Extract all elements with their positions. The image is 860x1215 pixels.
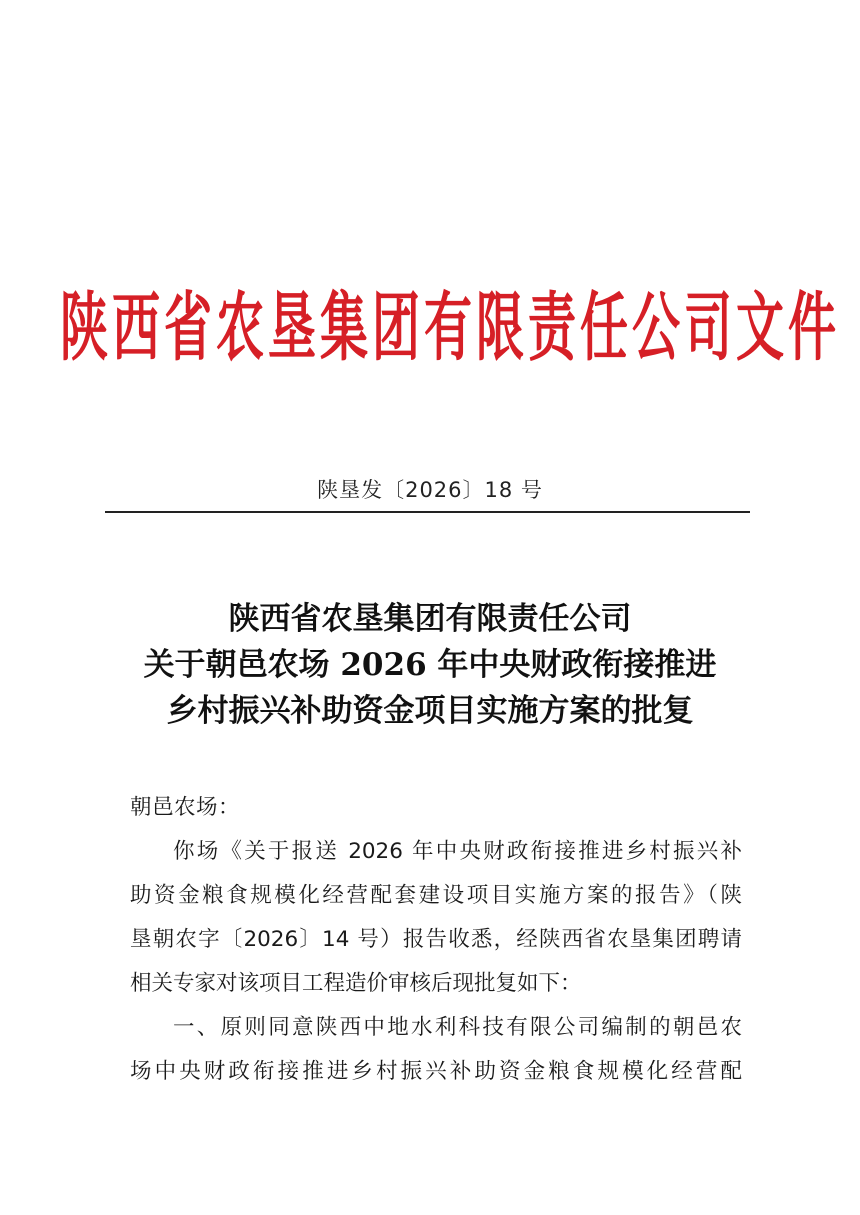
header-divider: [105, 511, 750, 513]
salutation: 朝邑农场：: [130, 795, 241, 820]
paragraph-line: 场中央财政衔接推进乡村振兴补助资金粮食规模化经营配: [130, 1059, 742, 1084]
title-line-2: 关于朝邑农场 2026 年中央财政衔接推进: [143, 647, 717, 683]
paragraph-1: [130, 830, 742, 1006]
title-line-3: 乡村振兴补助资金项目实施方案的批复: [166, 693, 694, 729]
paragraph-line: 助资金粮食规模化经营配套建设项目实施方案的报告》（陕: [130, 883, 742, 908]
document-title: [0, 596, 860, 734]
paragraph-line: 垦朝农字〔2026〕14 号）报告收悉，经陕西省农垦集团聘请: [130, 927, 742, 952]
paragraph-line: 相关专家对该项目工程造价审核后现批复如下：: [130, 971, 582, 996]
paragraph-line: 一、原则同意陕西中地水利科技有限公司编制的朝邑农: [173, 1015, 742, 1040]
document-number: 陕垦发〔2026〕18 号: [317, 478, 543, 502]
masthead-title: 陕西省农垦集团有限责任公司文件: [60, 284, 841, 372]
paragraph-line: 你场《关于报送 2026 年中央财政衔接推进乡村振兴补: [173, 839, 742, 864]
paragraph-2: [130, 1006, 742, 1094]
title-line-1: 陕西省农垦集团有限责任公司: [228, 601, 632, 637]
